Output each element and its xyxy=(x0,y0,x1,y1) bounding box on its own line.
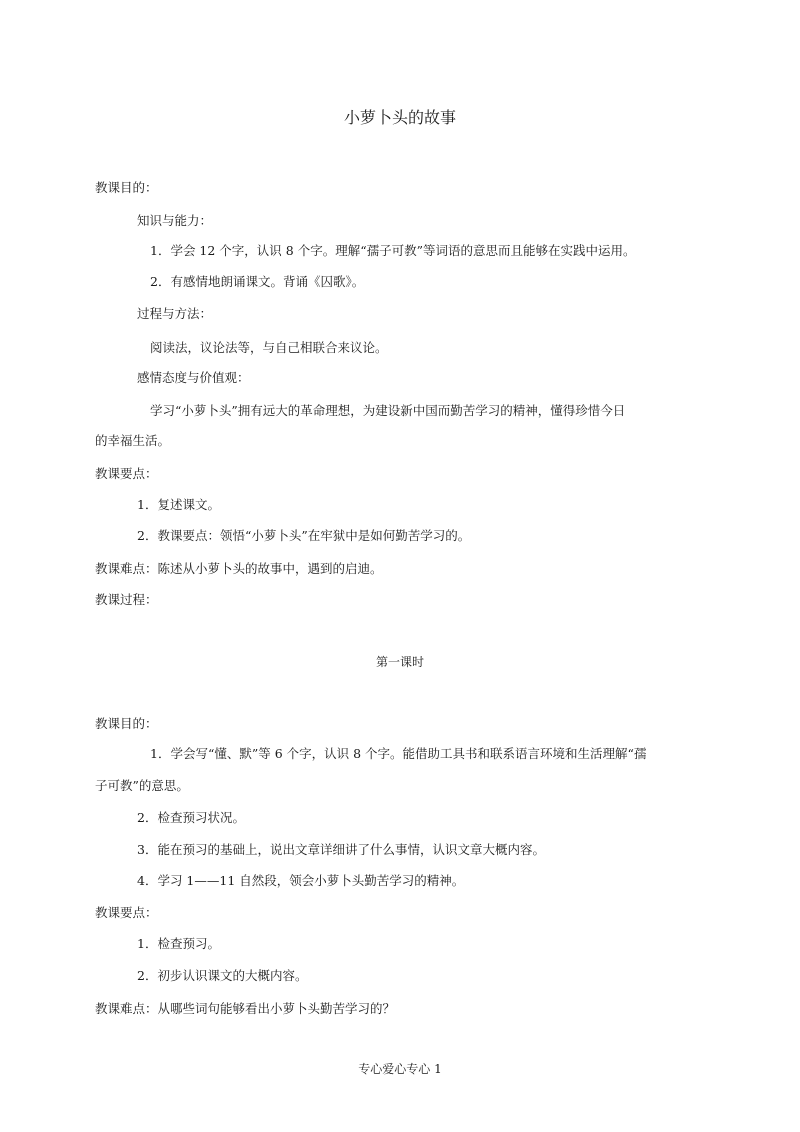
lesson-objectives-heading: 教课目的： xyxy=(95,716,158,731)
lesson-objective-1-line-2: 子可教”的意思。 xyxy=(95,778,189,793)
keypoint-item-2: 2．教课要点：领悟“小萝卜头”在牢狱中是如何勤苦学习的。 xyxy=(137,528,471,543)
lesson-keypoints-heading: 教课要点： xyxy=(95,905,158,920)
attitude-heading: 感情态度与价值观： xyxy=(137,370,250,385)
process-method-text: 阅读法，议论法等，与自己相联合来议论。 xyxy=(150,340,388,355)
lesson-heading: 第一课时 xyxy=(375,655,424,669)
lesson-objective-2: 2．检查预习状况。 xyxy=(137,810,245,825)
objectives-heading: 教课目的： xyxy=(95,180,158,195)
lesson-keypoint-item-2: 2．初步认识课文的大概内容。 xyxy=(137,968,308,983)
keypoint-item-1: 1．复述课文。 xyxy=(137,497,220,512)
knowledge-item-2: 2．有感情地朗诵课文。背诵《囚歌》。 xyxy=(150,274,365,289)
knowledge-item-1: 1．学会 12 个字，认识 8 个字。理解“孺子可教”等词语的意思而且能够在实践中运用。 xyxy=(150,243,636,258)
lesson-difficulty-text: 教课难点：从哪些词句能够看出小萝卜头勤苦学习的？ xyxy=(95,1001,396,1016)
lesson-objective-1-line-1: 1．学会写“懂、默”等 6 个字，认识 8 个字。能借助工具书和联系语言环境和生活理解“孺 xyxy=(150,746,647,761)
process-label: 教课过程： xyxy=(95,592,158,607)
lesson-objective-3: 3．能在预习的基础上，说出文章详细讲了什么事情，认识文章大概内容。 xyxy=(137,842,545,857)
lesson-keypoint-item-1: 1．检查预习。 xyxy=(137,936,220,951)
page-footer: 专心爱心专心 1 xyxy=(358,1062,442,1076)
process-method-heading: 过程与方法： xyxy=(137,306,213,321)
difficulty-text: 教课难点：陈述从小萝卜头的故事中，遇到的启迪。 xyxy=(95,561,383,576)
document-title: 小萝卜头的故事 xyxy=(343,108,456,127)
keypoints-heading: 教课要点： xyxy=(95,466,158,481)
attitude-text-line-2: 的幸福生活。 xyxy=(95,433,171,448)
lesson-objective-4: 4．学习 1——11 自然段，领会小萝卜头勤苦学习的精神。 xyxy=(137,873,465,888)
attitude-text-line-1: 学习“小萝卜头”拥有远大的革命理想，为建设新中国而勤苦学习的精神，懂得珍惜今日 xyxy=(150,403,626,418)
knowledge-heading: 知识与能力： xyxy=(137,213,213,228)
